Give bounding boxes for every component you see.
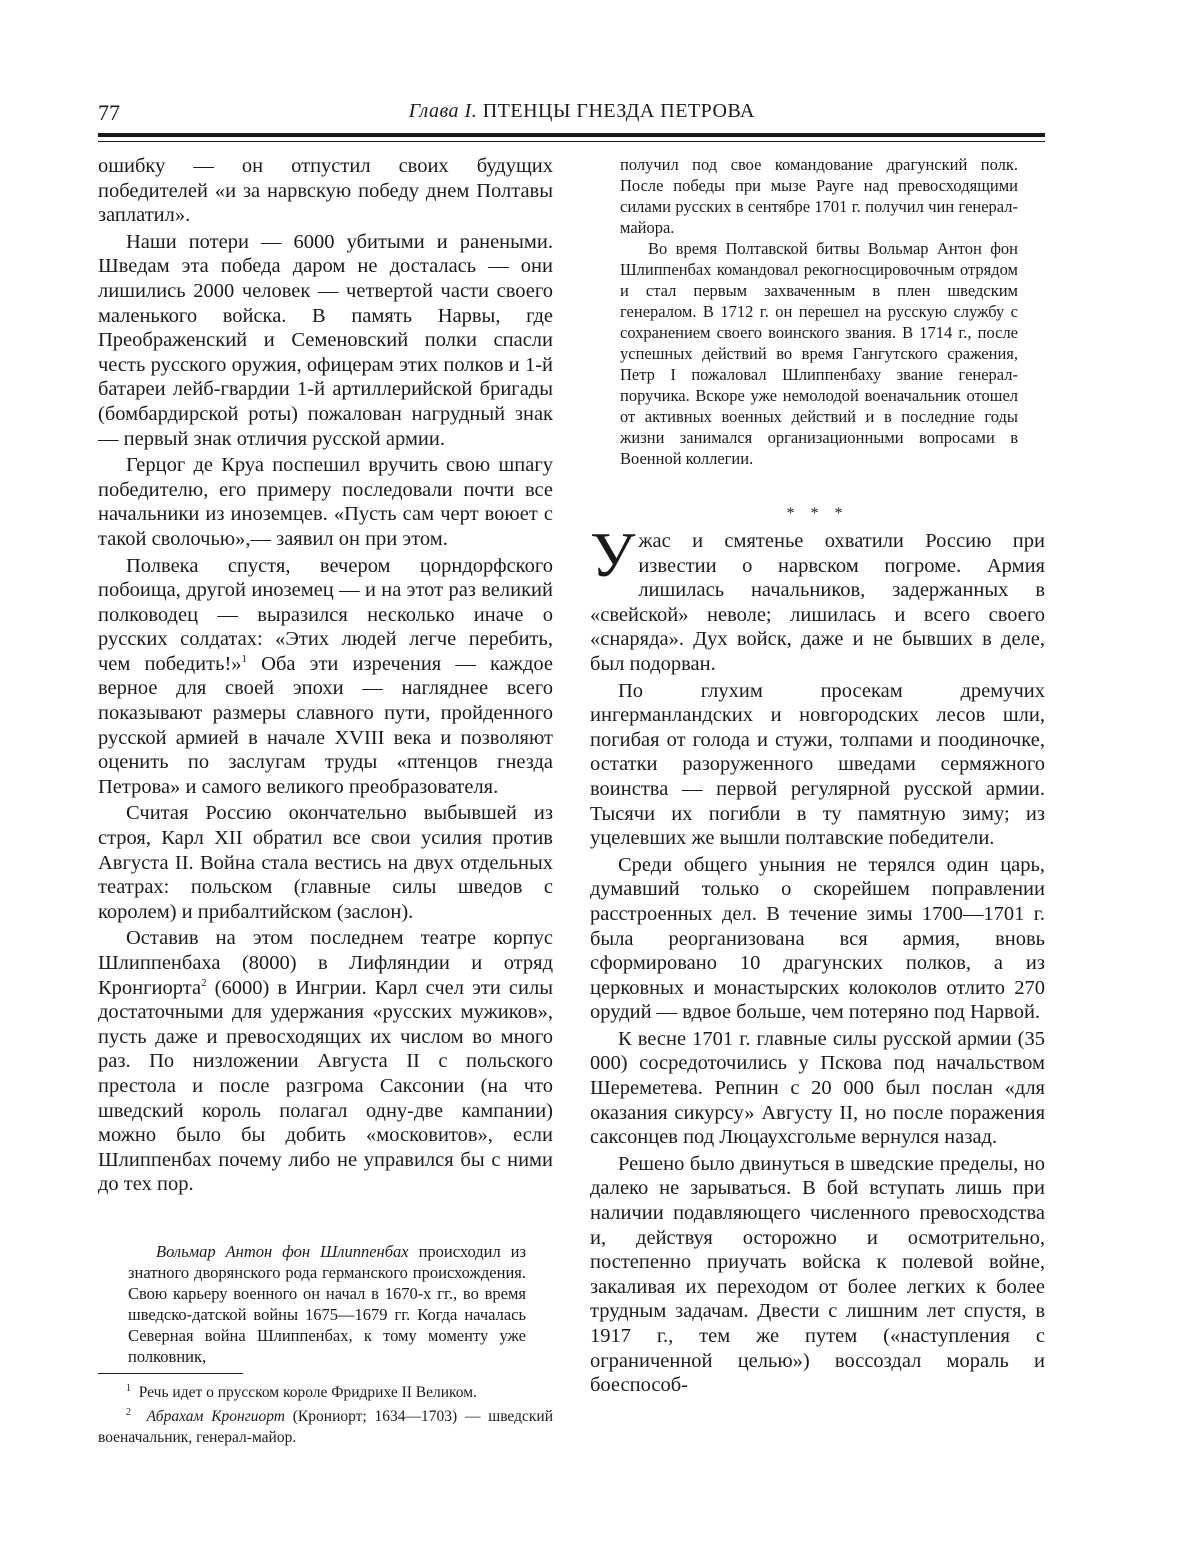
paragraph: ошибку — он отпустил своих будущих победителей «и за нарвскую победу днем Полтавы заплатил». [98, 155, 553, 227]
chapter-title: ПТЕНЦЫ ГНЕЗДА ПЕТРОВА [482, 100, 755, 122]
note-paragraph: получил под свое командование драгунский полк. После победы при мызе Рауге над превосходящими силами русских в сентябре 1701 г. получил чин генерал-майора. [620, 155, 1018, 237]
footnote-1: $^1$ Речь идет о прусском короле Фридрихе II Великом. [126, 1382, 477, 1401]
biographical-note-continued [590, 154, 1045, 469]
paragraph: Решено было двинуться в шведские пределы, но далеко не зарываться. В бой вступать лишь при наличии подавляющего численного превосходства и, действуя осторожно и осмотрительно, постепенно приучать войска к полевой войне, закаливая их переходом от более легких к более трудным задачам. Двести с лишним лет спустя, в 1917 г., тем же путем («наступления с ограниченной целью») воссоздал мораль и боеспособ- [590, 1152, 1045, 1397]
note-paragraph: Во время Полтавской битвы Вольмар Антон фон Шлиппенбах командовал рекогносцировочным отрядом и стал первым захваченным в плен шведским генералом. В 1712 г. он перешел на русскую службу с сохранением своего воинского звания. В 1714 г., после успешных действий во время Гангутского сражения, Петр I пожаловал Шлиппенбаху звание генерал-поручика. Вскоре уже немолодой военачальник отошел от активных военных действий и в последние годы жизни занимался организационными вопросами в Военной коллегии. [620, 239, 1018, 468]
left-column [98, 154, 553, 1451]
paragraph: Герцог де Круа поспешил вручить свою шпагу победителю, его примеру последовали почти все начальники из иноземцев. «Пусть сам черт воюет с такой сволочью»,— заявил он при этом. [98, 454, 553, 550]
paragraph: Оставив на этом последнем театре корпус Шлиппенбаха (8000) в Лифляндии и отряд Кронгиорта$^2$ (6000) в Ингрии. Карл счел эти силы достаточными для удержания «русских мужиков», пусть даже и превосходящих их числом во много раз. По низложении Августа II с польского престола и после разгрома Саксонии (на что шведский король полагал одну-две кампании) можно было бы добить «московитов», если Шлиппенбах почему либо не управился бы с ними до тех пор. [98, 927, 553, 1196]
running-head [409, 100, 755, 123]
chapter-label: Глава I. [408, 100, 478, 122]
paragraph: Полвека спустя, вечером цорндорфского побоища, другой иноземец — и на этот раз великий полководец — выразился несколько иначе о русских солдатах: «Этих людей легче перебить, чем победить!»$^1$ Оба эти изречения — каждое верное для своей эпохи — нагляднее всего показывают размеры славного пути, пройденного русской армией в начале XVIII века и позволяют оценить по заслугам труды «птенцов гнезда Петрова» и самого великого преобразователя. [98, 554, 553, 798]
drop-cap: У [590, 519, 636, 590]
paragraph: Считая Россию окончательно выбывшей из строя, Карл XII обратил все свои усилия против Августа II. Война стала вестись на двух отдельных театрах: польском (главные силы шведов с королем) и прибалтийском (заслон). [98, 802, 553, 923]
right-column [590, 154, 1045, 1400]
footnote-2: $^2$ Абрахам Кронгиорт (Крониорт; 1634—1703) — шведский военачальник, генерал-майор. [98, 1406, 553, 1446]
footnote-rule [98, 1373, 243, 1374]
paragraph: Ужас и смятенье охватили Россию при известии о нарвском погроме. Армия лишилась начальников, задержанных в «свейской» неволе; лишилась и всего своего «снаряда». Дух войск, даже и не бывших в деле, был подорван. [590, 519, 1045, 675]
page-header [98, 100, 1045, 130]
paragraph: По глухим просекам дремучих ингерманландских и новгородских лесов шли, погибая от голода и стужи, толпами и поодиночке, остатки разоруженного шведами сермяжного воинства — первой регулярной русской армии. Тысячи их погибли в ту памятную зиму; из уцелевших же вышли полтавские победители. [590, 679, 1045, 850]
right-main-text [590, 519, 1045, 1398]
section-separator: * * * [786, 505, 849, 522]
paragraph: Среди общего уныния не терялся один царь, думавший только о скорейшем поправлении расстроенных дел. В течение зимы 1700—1701 г. была реорганизована вся армия, вновь сформировано 10 драгунских полков, а из церковных и монастырских колоколов отлито 270 орудий — вдвое больше, чем потеряно под Нарвой. [590, 853, 1045, 1024]
footnote-ref: 1 [241, 653, 248, 666]
paragraph: Наши потери — 6000 убитыми и ранеными. Шведам эта победа даром не досталась — они лишились 2000 человек — четвертой части своего маленького войска. В память Нарвы, где Преображенский и Семеновский полки спасли честь русского оружия, офицерам этих полков и 1-й батареи лейб-гвардии 1-й артиллерийской бригады (бомбардирской роты) пожалован нагрудный знак — первый знак отличия русской армии. [98, 230, 553, 450]
footnotes [98, 1382, 553, 1448]
note-paragraph: Вольмар Антон фон Шлиппенбах происходил из знатного дворянского рода германского происхождения. Свою карьеру военного он начал в 1670-х гг., во время шведско-датской войны 1675—1679 гг. Когда началась Северная война Шлиппенбах, к тому моменту уже полковник, [128, 1241, 526, 1366]
footnote-ref: 2 [201, 976, 207, 989]
header-rule-thin [98, 141, 1045, 142]
header-rule-thick [98, 133, 1045, 137]
page-number: 77 [98, 100, 120, 125]
note-name: Вольмар Антон фон Шлиппенбах [156, 1241, 409, 1261]
biographical-note [98, 1241, 553, 1367]
paragraph: К весне 1701 г. главные силы русской армии (35 000) сосредоточились у Пскова под начальством Шереметева. Репнин с 20 000 был послан «для оказания сикурсу» Августу II, но после поражения саксонцев под Люцаухсгольме вернулся назад. [590, 1027, 1045, 1149]
left-main-text [98, 154, 553, 1197]
